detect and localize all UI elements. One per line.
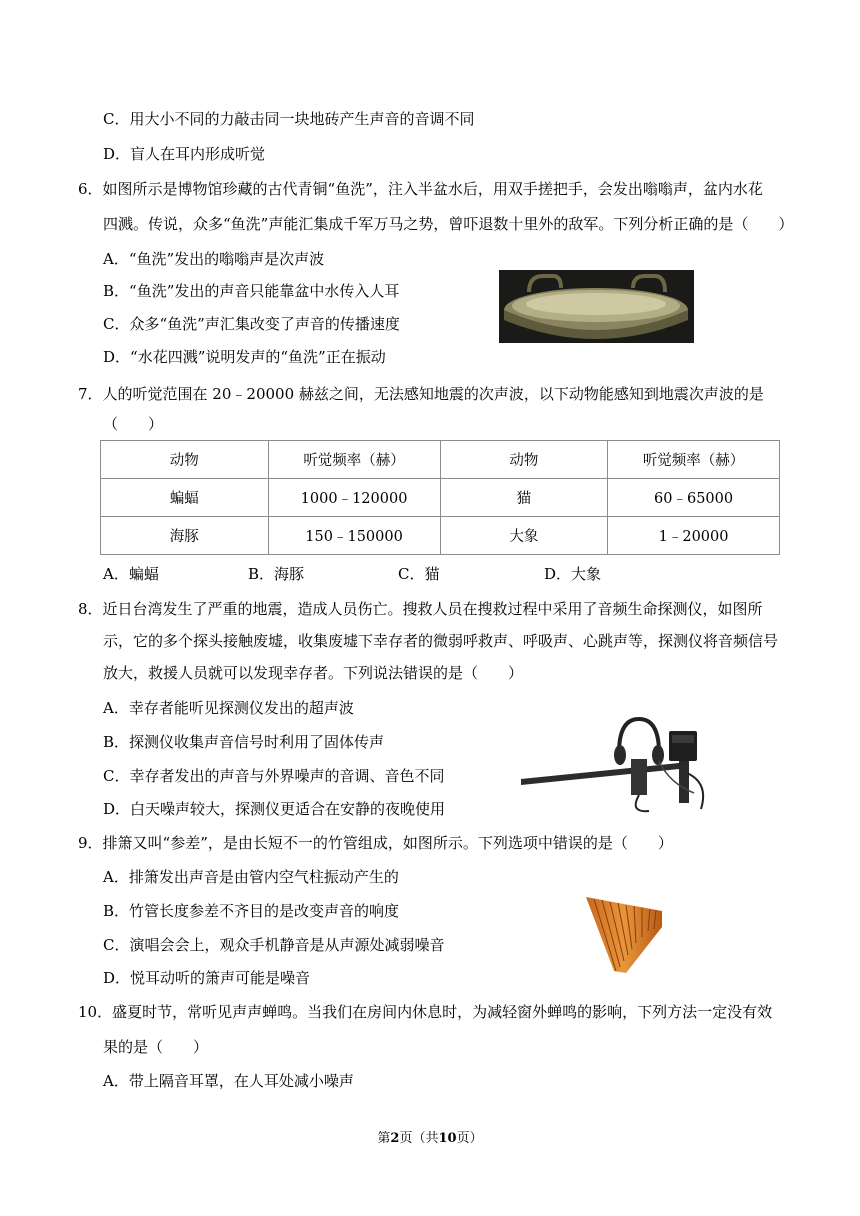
table-header-cell: 动物 xyxy=(101,441,269,479)
q8-option-d: D．白天噪声较大，探测仪更适合在安静的夜晚使用 xyxy=(103,800,446,818)
table-header-cell: 听觉频率（赫） xyxy=(268,441,440,479)
table-header-row xyxy=(101,441,780,479)
life-detector-image xyxy=(519,713,724,816)
q7-option-c: C．猫 xyxy=(398,565,440,583)
q5-option-d: D．盲人在耳内形成听觉 xyxy=(103,145,266,163)
table-row xyxy=(101,479,780,517)
table-row xyxy=(101,517,780,555)
q8-option-a: A．幸存者能听见探测仪发出的超声波 xyxy=(103,699,354,717)
footer-suffix: 页） xyxy=(456,1131,483,1146)
q6-stem-line1: 6．如图所示是博物馆珍藏的古代青铜“鱼洗”，注入半盆水后，用双手搓把手，会发出嗡嗡声，盆内水花 xyxy=(78,180,763,198)
q5-option-c: C．用大小不同的力敲击同一块地砖产生声音的音调不同 xyxy=(103,110,475,128)
hearing-frequency-table xyxy=(100,440,780,555)
q9-stem-line1: 9．排箫又叫“参差”，是由长短不一的竹管组成，如图所示。下列选项中错误的是（ ） xyxy=(78,834,673,852)
table-cell: 海豚 xyxy=(101,517,269,555)
q10-stem-line2: 果的是（ ） xyxy=(103,1038,209,1056)
q7-option-b: B．海豚 xyxy=(248,565,305,583)
table-cell: 蝙蝠 xyxy=(101,479,269,517)
table-cell: 大象 xyxy=(440,517,608,555)
q7-stem-line2: （ ） xyxy=(103,415,164,433)
q8-stem-line1: 8．近日台湾发生了严重的地震，造成人员伤亡。搜救人员在搜救过程中采用了音频生命探测仪，如图所 xyxy=(78,600,763,618)
table-header-cell: 听觉频率（赫） xyxy=(608,441,780,479)
q6-option-c: C．众多“鱼洗”声汇集改变了声音的传播速度 xyxy=(103,315,400,333)
q9-option-c: C．演唱会会上，观众手机静音是从声源处减弱噪音 xyxy=(103,936,445,954)
q8-option-b: B．探测仪收集声音信号时利用了固体传声 xyxy=(103,733,385,751)
table-cell: 1000﹣120000 xyxy=(268,479,440,517)
page-footer xyxy=(0,1127,860,1146)
footer-page-number: 2 xyxy=(390,1131,400,1146)
bronze-basin-image xyxy=(499,270,694,343)
table-cell: 猫 xyxy=(440,479,608,517)
q6-option-b: B．“鱼洗”发出的声音只能靠盆中水传入人耳 xyxy=(103,282,400,300)
footer-total-pages: 10 xyxy=(438,1131,457,1146)
q9-option-a: A．排箫发出声音是由管内空气柱振动产生的 xyxy=(103,868,399,886)
q10-stem-line1: 10．盛夏时节，常听见声声蝉鸣。当我们在房间内休息时，为减轻窗外蝉鸣的影响，下列方法一定没有效 xyxy=(78,1003,773,1021)
q7-option-a: A．蝙蝠 xyxy=(103,565,159,583)
table-cell: 150﹣150000 xyxy=(268,517,440,555)
footer-mid: 页（共 xyxy=(399,1131,439,1146)
q8-option-c: C．幸存者发出的声音与外界噪声的音调、音色不同 xyxy=(103,767,445,785)
table-cell: 1﹣20000 xyxy=(608,517,780,555)
q6-option-a: A．“鱼洗”发出的嗡嗡声是次声波 xyxy=(103,250,325,268)
table-cell: 60﹣65000 xyxy=(608,479,780,517)
q8-stem-line3: 放大，救援人员就可以发现幸存者。下列说法错误的是（ ） xyxy=(103,664,524,682)
q6-option-d: D．“水花四溅”说明发声的“鱼洗”正在振动 xyxy=(103,348,386,366)
q6-stem-line2: 四溅。传说，众多“鱼洗”声能汇集成千军万马之势，曾吓退数十里外的敌军。下列分析正确的是（ ） xyxy=(103,215,794,233)
table-header-cell: 动物 xyxy=(440,441,608,479)
q8-stem-line2: 示，它的多个探头接触废墟，收集废墟下幸存者的微弱呼救声、呼吸声、心跳声等，探测仪将音频信号 xyxy=(103,632,779,650)
q9-option-b: B．竹管长度参差不齐目的是改变声音的响度 xyxy=(103,902,400,920)
q9-option-d: D．悦耳动听的箫声可能是噪音 xyxy=(103,969,311,987)
q7-stem-line1: 7．人的听觉范围在 20﹣20000 赫兹之间，无法感知地震的次声波，以下动物能感知到地震次声波的是 xyxy=(78,385,764,403)
footer-prefix: 第 xyxy=(377,1131,391,1146)
q7-option-d: D．大象 xyxy=(544,565,602,583)
q10-option-a: A．带上隔音耳罩，在人耳处减小噪声 xyxy=(103,1072,354,1090)
panpipe-image xyxy=(586,893,662,973)
